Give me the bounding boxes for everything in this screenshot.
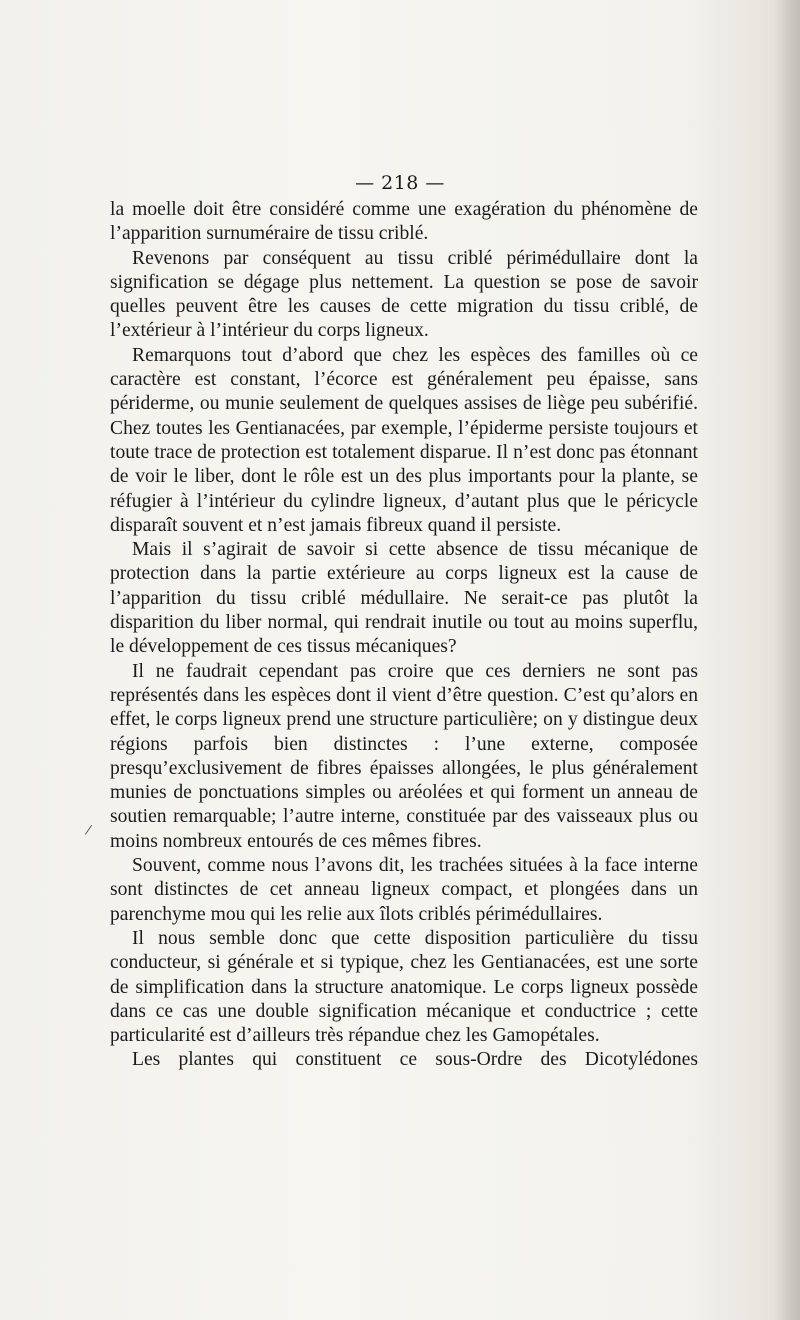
paragraph-4: Mais il s’agirait de savoir si cette absence de tissu mécanique de protection dans la partie extérieure au corps ligneux est la cause de l’apparition du tissu criblé médullaire. Ne serait-ce pas plutôt la disparition du liber normal, qui rendrait inutile ou tout au moins superflu, le développement de ces tissus mécaniques? bbox=[110, 539, 698, 658]
body-text bbox=[110, 198, 698, 1073]
page-number-header: — 218 — bbox=[355, 172, 445, 194]
paragraph-3: Remarquons tout d’abord que chez les espèces des familles où ce caractère est constant, l’écorce est généralement peu épaisse, sans périderme, ou munie seulement de quelques assises de liège peu subérifié. Chez toutes les Gentianacées, par exemple, l’épiderme persiste toujours et toute trace de protection est totalement disparue. Il n’est donc pas étonnant de voir le liber, dont le rôle est un des plus importants pour la plante, se réfugier à l’intérieur du cylindre ligneux, d’autant plus que le péricycle disparaît souvent et n’est jamais fibreux quand il persiste. bbox=[110, 344, 698, 536]
paragraph-2: Revenons par conséquent au tissu criblé périmédullaire dont la signification se dégage plus nettement. La question se pose de savoir quelles peuvent être les causes de cette migration du tissu criblé, de l’extérieur à l’intérieur du corps ligneux. bbox=[110, 247, 698, 342]
paragraph-7: Il nous semble donc que cette disposition particulière du tissu conducteur, si générale et si typique, chez les Gentianacées, est une sorte de simplification dans la structure anatomique. Le corps ligneux possède dans ce cas une double signification mécanique et conductrice ; cette particularité est d’ailleurs très répandue chez les Gamopétales. bbox=[110, 927, 698, 1047]
paragraph-5: Il ne faudrait cependant pas croire que ces derniers ne sont pas représentés dans les espèces dont il vient d’être question. C’est qu’alors en effet, le corps ligneux prend une structure particulière; on y distingue deux régions parfois bien distinctes : l’une externe, composée presqu’exclusivement de fibres épaisses allongées, le plus généralement munies de ponctuations simples ou aréolées et qui forment un anneau de soutien remarquable; l’autre interne, constituée par des vaisseaux plus ou moins nombreux entourés de ces mêmes fibres. bbox=[110, 660, 698, 852]
paragraph-1: la moelle doit être considéré comme une exagération du phénomène de l’apparition surnuméraire de tissu criblé. bbox=[110, 199, 698, 245]
margin-pencil-mark: / bbox=[84, 821, 93, 840]
page-spine-shadow bbox=[774, 0, 800, 1320]
paragraph-6: Souvent, comme nous l’avons dit, les trachées situées à la face interne sont distinctes de cet anneau ligneux compact, et plongées dans un parenchyme mou qui les relie aux îlots criblés périmédullaires. bbox=[110, 855, 698, 925]
paragraph-8: Les plantes qui constituent ce sous-Ordre des Dicotylédones bbox=[132, 1049, 698, 1071]
